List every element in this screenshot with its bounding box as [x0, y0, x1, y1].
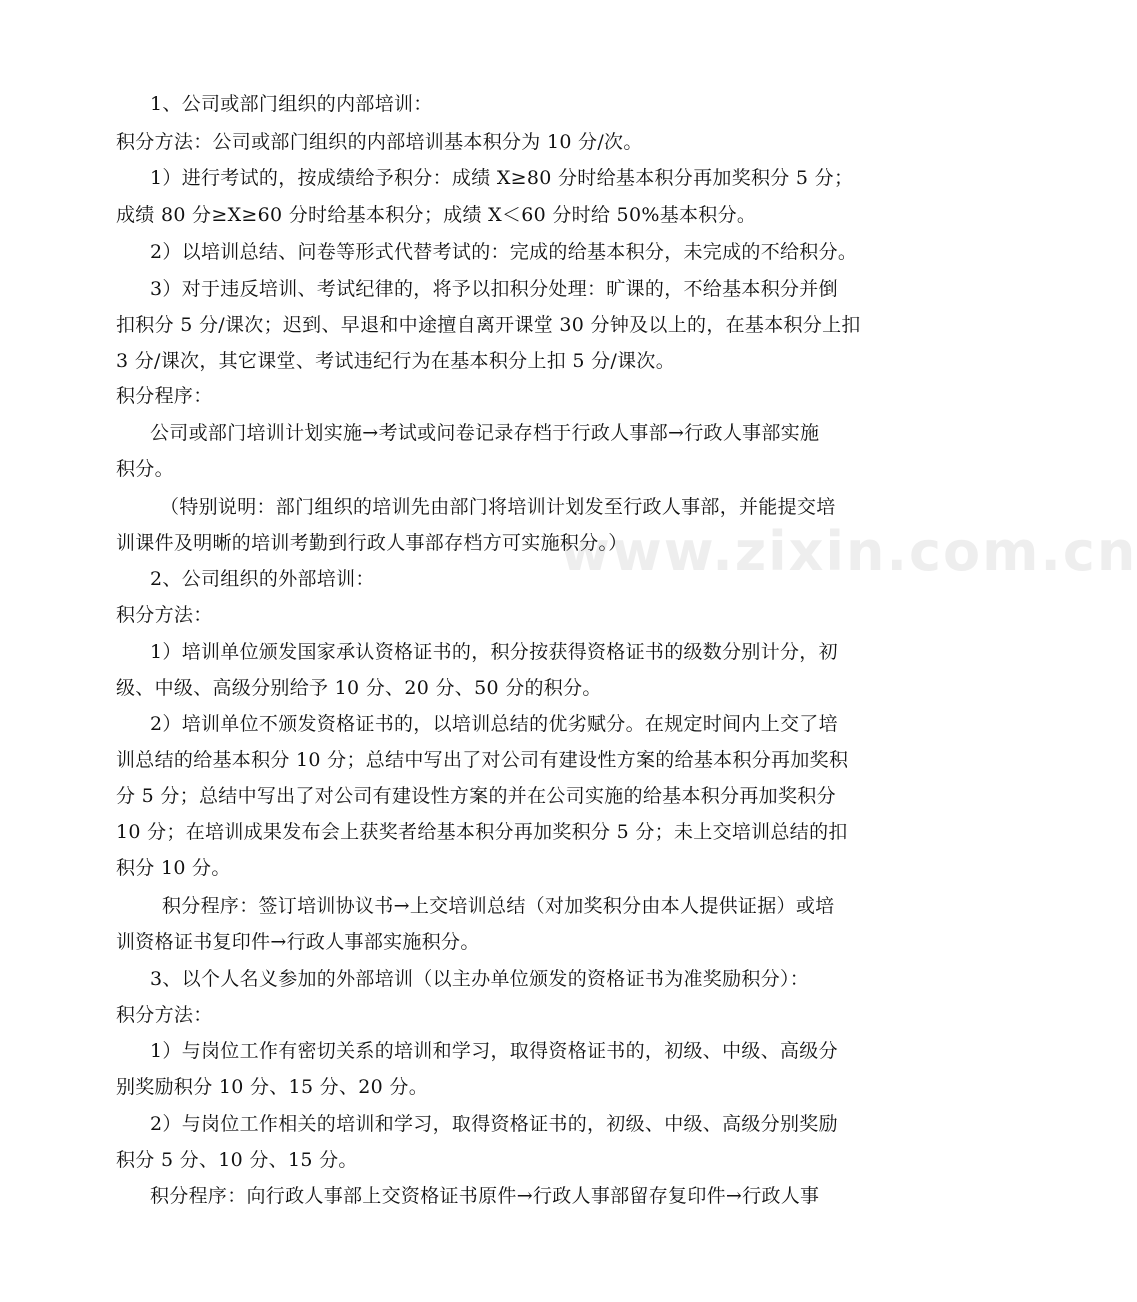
text-line: 2、公司组织的外部培训： [150, 568, 375, 590]
text-line: 分 5 分；总结中写出了对公司有建设性方案的并在公司实施的给基本积分再加奖积分 [116, 785, 836, 807]
text-line: 积分程序：向行政人事部上交资格证书原件→行政人事部留存复印件→行政人事 [150, 1185, 820, 1207]
text-line: 10 分；在培训成果发布会上获奖者给基本积分再加奖积分 5 分；未上交培训总结的扣 [116, 821, 848, 843]
watermark: www.zixin.com.cn [560, 520, 1137, 583]
text-line: 公司或部门培训计划实施→考试或问卷记录存档于行政人事部→行政人事部实施 [150, 422, 820, 444]
text-line: 积分方法： [116, 1004, 213, 1026]
text-line: 扣积分 5 分/课次；迟到、早退和中途擅自离开课堂 30 分钟及以上的，在基本积分上扣 [116, 314, 861, 336]
text-line: 别奖励积分 10 分、15 分、20 分。 [116, 1076, 428, 1098]
text-line: 积分。 [116, 458, 174, 480]
text-line: 3）对于违反培训、考试纪律的，将予以扣积分处理：旷课的，不给基本积分并倒 [150, 278, 838, 300]
text-line: 积分程序：签订培训协议书→上交培训总结（对加奖积分由本人提供证据）或培 [162, 895, 835, 917]
text-line: 积分程序： [116, 385, 213, 407]
text-line: 2）与岗位工作相关的培训和学习，取得资格证书的，初级、中级、高级分别奖励 [150, 1113, 838, 1135]
text-line: 训资格证书复印件→行政人事部实施积分。 [116, 931, 480, 953]
text-line: 2）以培训总结、问卷等形式代替考试的：完成的给基本积分，未完成的不给积分。 [150, 241, 858, 263]
text-line: 训课件及明晰的培训考勤到行政人事部存档方可实施积分。） [116, 532, 628, 554]
text-line: （特别说明：部门组织的培训先由部门将培训计划发至行政人事部，并能提交培 [160, 496, 836, 518]
text-line: 积分 5 分、10 分、15 分。 [116, 1149, 358, 1171]
text-line: 3、以个人名义参加的外部培训（以主办单位颁发的资格证书为准奖励积分）： [150, 968, 810, 990]
text-line: 训总结的给基本积分 10 分；总结中写出了对公司有建设性方案的给基本积分再加奖积 [116, 749, 849, 771]
text-line: 1）进行考试的，按成绩给予积分：成绩 X≥80 分时给基本积分再加奖积分 5 分； [150, 167, 854, 189]
text-line: 积分方法： [116, 604, 213, 626]
text-line: 积分方法：公司或部门组织的内部培训基本积分为 10 分/次。 [116, 131, 643, 153]
text-line: 1）培训单位颁发国家承认资格证书的，积分按获得资格证书的级数分别计分，初 [150, 641, 838, 663]
text-line: 级、中级、高级分别给予 10 分、20 分、50 分的积分。 [116, 677, 602, 699]
text-line: 积分 10 分。 [116, 857, 231, 879]
text-line: 1）与岗位工作有密切关系的培训和学习，取得资格证书的，初级、中级、高级分 [150, 1040, 838, 1062]
text-line: 3 分/课次，其它课堂、考试违纪行为在基本积分上扣 5 分/课次。 [116, 350, 675, 372]
text-line: 2）培训单位不颁发资格证书的，以培训总结的优劣赋分。在规定时间内上交了培 [150, 713, 838, 735]
text-line: 成绩 80 分≥X≥60 分时给基本积分；成绩 X＜60 分时给 50%基本积分。 [116, 204, 757, 226]
text-line: 1、公司或部门组织的内部培训： [150, 93, 433, 115]
